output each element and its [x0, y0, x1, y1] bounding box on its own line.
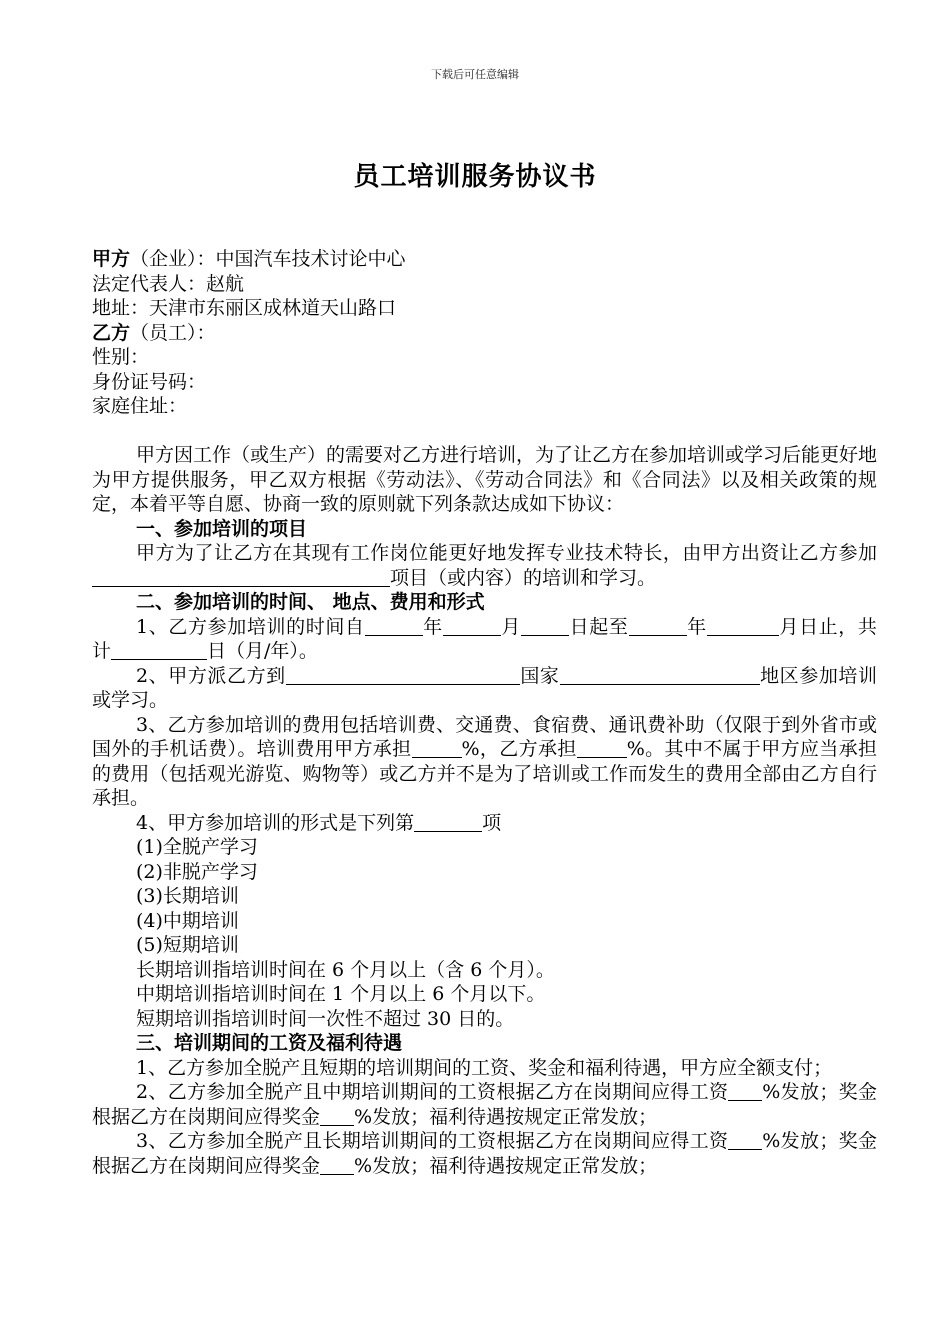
s1-text-a: 甲方为了让乙方在其现有工作岗位能更好地发挥专业技术特长，由甲方出资让乙方参加 [136, 542, 877, 564]
note-short-term: 短期培训指培训时间一次性不超过 30 日的。 [136, 1007, 515, 1030]
clause-3-2-rest: %发放；福利待遇按规定正常发放； [354, 1105, 658, 1128]
clause-3-3-bonus: %发放；奖金根据乙方在岗期间应得奖金 [92, 1130, 877, 1177]
section-2-heading: 二、参加培训的时间、 地点、费用和形式 [136, 591, 485, 613]
party-a-address: 地址：天津市东丽区成林道天山路口 [92, 297, 397, 319]
training-form-blank [414, 812, 482, 832]
party-b-share-blank [577, 738, 627, 758]
note-long-term: 长期培训指培训时间在 6 个月以上（含 6 个月）。 [136, 958, 555, 981]
clause-2-2-text: 2、甲方派乙方到 [136, 664, 286, 687]
agreement-body [92, 443, 877, 1178]
document-title: 员工培训服务协议书 [353, 162, 597, 192]
clause-2-3 [92, 713, 877, 811]
option-short-term: (5)短期培训 [136, 934, 239, 956]
party-b-share-label: %，乙方承担 [461, 738, 577, 760]
region-label: 地区参加培训或学习。 [92, 664, 877, 711]
party-a-share-blank [412, 738, 462, 758]
clause-3-2-bonus: %发放；奖金根据乙方在岗期间应得奖金 [92, 1081, 877, 1128]
clause-2-4 [92, 811, 877, 836]
clause-3-3-rest: %发放；福利待遇按规定正常发放； [354, 1154, 658, 1177]
clause-3-2 [92, 1080, 877, 1129]
country-blank [286, 665, 520, 685]
clause-3-2-text: 2、乙方参加全脱产且中期培训期间的工资根据乙方在岗期间应得工资 [136, 1081, 729, 1103]
day-from-label: 日起至 [569, 615, 629, 638]
clause-2-3-text: 3、乙方参加培训的费用包括培训费、交通费、食宿费、通讯费补助（仅限于到外省市或国外的手机话费）。培训费用甲方承担 [92, 713, 877, 760]
month-label: 月 [778, 615, 800, 638]
header-note: 下载后可任意编辑 [431, 68, 519, 81]
party-a-label: 甲方 [92, 248, 131, 270]
party-a-line [92, 247, 882, 272]
start-day-blank [521, 616, 569, 636]
clause-2-1-total: 日止，共计 [92, 615, 877, 662]
option-long-term: (3)长期培训 [136, 885, 239, 907]
party-b-home-address: 家庭住址： [92, 395, 188, 417]
s1-text-b: 项目（或内容）的培训和学习。 [390, 566, 657, 589]
long-term-bonus-blank [320, 1155, 354, 1175]
start-month-blank [443, 616, 501, 636]
end-month-blank [707, 616, 779, 636]
total-duration-blank [111, 640, 207, 660]
clause-3-3-text: 3、乙方参加全脱产且长期培训期间的工资根据乙方在岗期间应得工资 [136, 1130, 729, 1152]
section-1-text [92, 541, 877, 590]
duration-unit: 日（月/年）。 [207, 640, 318, 662]
party-b-label: 乙方 [92, 321, 131, 344]
party-info [92, 247, 882, 419]
clause-2-3-rest: %。其中不属于甲方应当承担的费用（包括观光游览、购物等）或乙方并不是为了培训或工作而发生的费用全部由乙方自行承担。 [92, 738, 877, 809]
section-3-heading: 三、培训期间的工资及福利待遇 [136, 1032, 403, 1054]
mid-term-salary-blank [728, 1081, 762, 1101]
start-year-blank [365, 616, 423, 636]
clause-2-1 [92, 615, 877, 664]
party-b-gender: 性别： [92, 346, 150, 368]
clause-2-1-text: 1、乙方参加培训的时间自 [136, 615, 365, 638]
item-label: 项 [482, 811, 502, 834]
end-year-blank [629, 616, 687, 636]
region-blank [560, 665, 760, 685]
year-label: 年 [686, 615, 707, 638]
option-mid-term: (4)中期培训 [136, 909, 239, 932]
country-label: 国家 [519, 664, 560, 687]
option-full-time: (1)全脱产学习 [136, 836, 258, 858]
month-label: 月 [500, 615, 522, 638]
option-part-time: (2)非脱产学习 [136, 860, 258, 883]
legal-representative: 法定代表人：赵航 [92, 272, 245, 295]
mid-term-bonus-blank [320, 1106, 354, 1126]
long-term-salary-blank [728, 1130, 762, 1150]
intro-paragraph: 甲方因工作（或生产）的需要对乙方进行培训，为了让乙方在参加培训或学习后能更好地为甲方提供服务，甲乙双方根据《劳动法》、《劳动合同法》和《合同法》以及相关政策的规定，本着平等自愿、协商一致的原则就下列条款达成如下协议： [92, 444, 878, 515]
party-b-line [92, 321, 882, 346]
party-a-name: （企业）：中国汽车技术讨论中心 [130, 248, 406, 270]
clause-3-3 [92, 1129, 877, 1178]
party-b-suffix: （员工）： [130, 321, 216, 344]
note-mid-term: 中期培训指培训时间在 1 个月以上 6 个月以下。 [136, 983, 546, 1005]
clause-3-1: 1、乙方参加全脱产且短期的培训期间的工资、奖金和福利待遇，甲方应全额支付； [136, 1056, 833, 1079]
project-blank [92, 567, 390, 587]
party-b-id-number: 身份证号码： [92, 370, 207, 393]
section-1-heading: 一、参加培训的项目 [136, 517, 308, 540]
clause-2-4-text: 4、甲方参加培训的形式是下列第 [136, 811, 415, 834]
year-label: 年 [422, 615, 443, 638]
clause-2-2 [92, 664, 877, 713]
